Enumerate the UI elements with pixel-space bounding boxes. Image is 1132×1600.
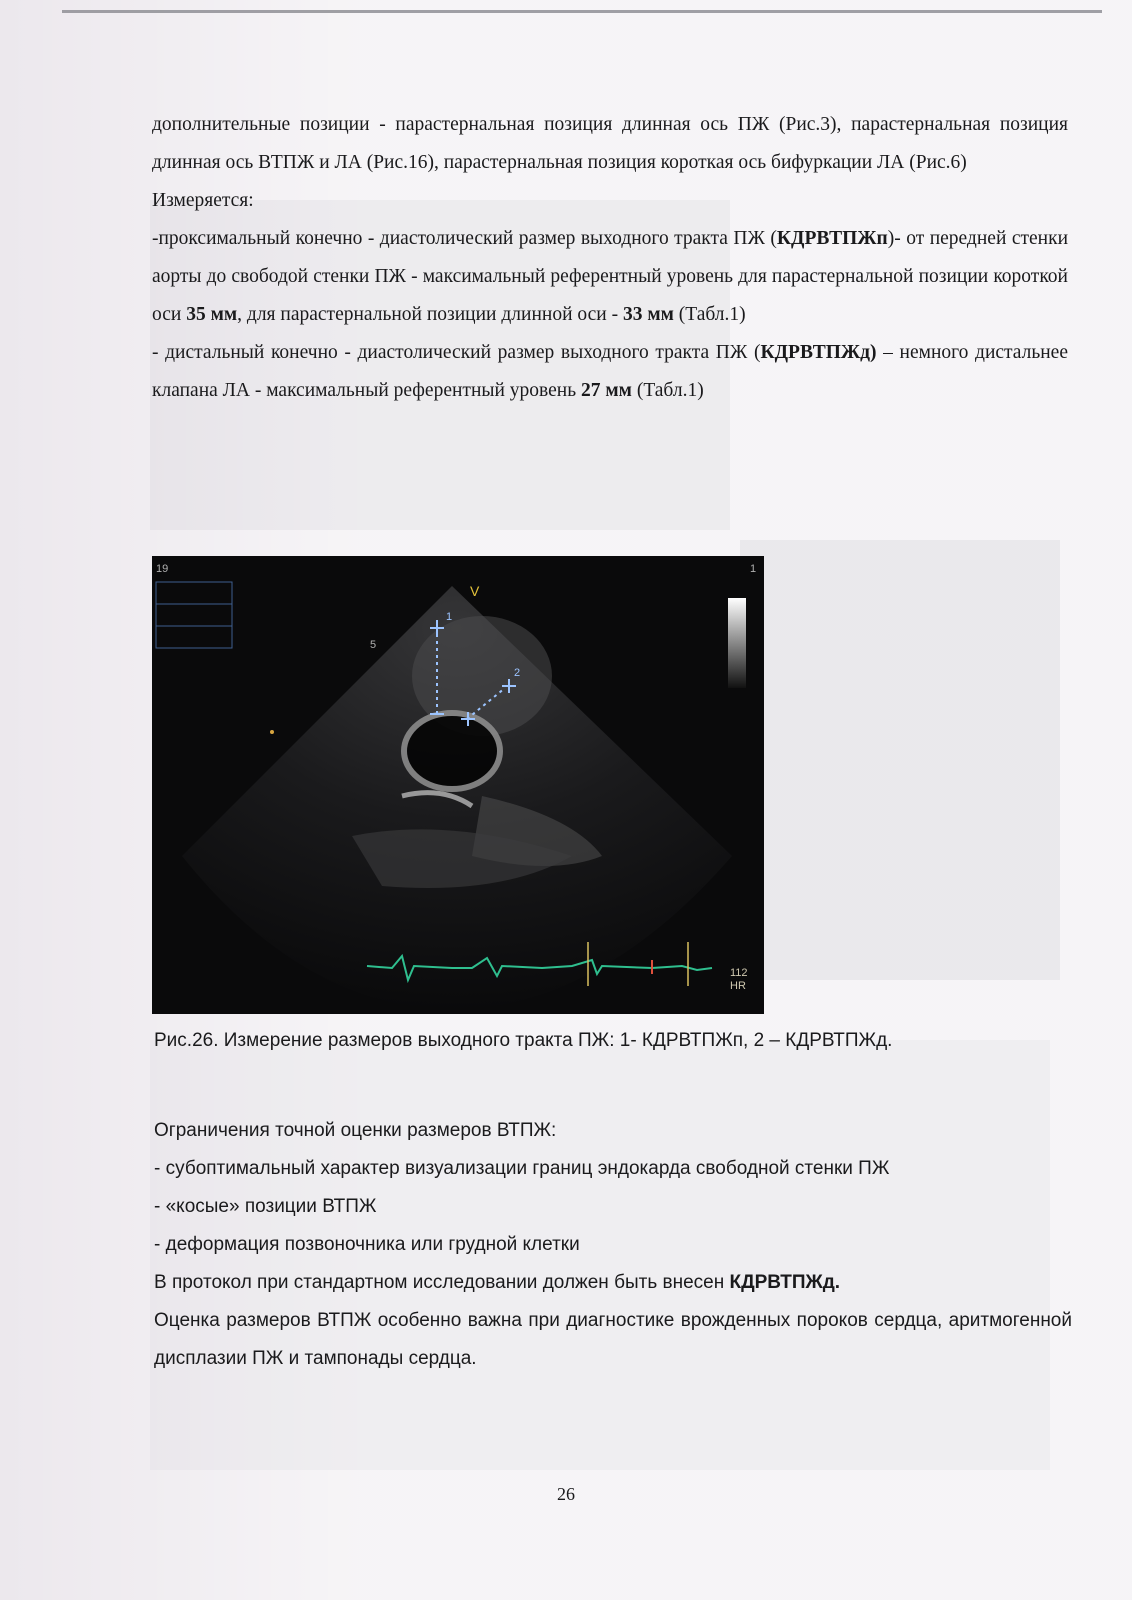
limitation-item: - деформация позвоночника или грудной клетки (154, 1234, 580, 1255)
text-run: (Табл.1) (673, 304, 746, 325)
text-run: -проксимальный конечно - диастолический размер выходного тракта ПЖ ( (152, 228, 777, 249)
heart-rate-label: HR (730, 980, 746, 992)
paragraph-additional-positions: дополнительные позиции - парастернальная позиция длинная ось ПЖ (Рис.3), парастернальная позиция длинная ось ВТПЖ и ЛА (Рис.16), парастернальная позиция короткая ось бифуркации ЛА (Рис.6) (152, 114, 1068, 173)
grayscale-bar (728, 598, 746, 688)
overlay-top-left: 19 (156, 563, 169, 575)
paragraph-proximal (152, 220, 1068, 334)
paragraph-distal (152, 334, 1068, 410)
body-text-top (152, 106, 1068, 410)
value-35mm: 35 мм (186, 304, 238, 325)
value-27mm: 27 мм (581, 380, 632, 401)
bleed-through-shadow (740, 540, 1060, 980)
protocol-note (154, 1264, 1072, 1302)
paragraph-measured-heading: Измеряется: (152, 190, 254, 211)
text-run: )- от передней стенки аорты до свободой стенки ПЖ - максимальный референтный уровень для парастернальной позиции короткой оси (152, 228, 1069, 325)
limitations-heading: Ограничения точной оценки размеров ВТПЖ: (154, 1120, 557, 1141)
ultrasound-drawing (152, 556, 764, 1014)
text-run: В протокол при стандартном исследовании должен быть внесен (154, 1272, 730, 1293)
text-run: , для парастернальной позиции длинной оси - (237, 304, 623, 325)
value-33mm: 33 мм (622, 304, 674, 325)
closing-paragraph: Оценка размеров ВТПЖ особенно важна при диагностике врожденных пороков сердца, аритмогенной дисплазии ПЖ и тампонады сердца. (154, 1310, 1072, 1369)
echocardiogram-image (152, 556, 764, 1014)
focus-marker (270, 730, 274, 734)
overlay-top-right: 1 (750, 563, 757, 575)
depth-label: 5 (370, 639, 377, 651)
limitation-item: - «косые» позиции ВТПЖ (154, 1196, 377, 1217)
measurement-label-1: 1 (446, 611, 453, 623)
figure-caption: Рис.26. Измерение размеров выходного тракта ПЖ: 1- КДРВТПЖп, 2 – КДРВТПЖд. (154, 1030, 893, 1051)
term-kdrvtpzhd: КДРВТПЖд) (760, 342, 877, 363)
heart-rate-value: 112 (730, 967, 748, 979)
settings-panel (156, 582, 232, 648)
term-kdrvtpzhd: КДРВТПЖд. (729, 1272, 841, 1293)
aortic-root (404, 713, 500, 789)
term-kdrvtpzhp: КДРВТПЖп (776, 228, 888, 249)
limitation-item: - субоптимальный характер визуализации границ эндокарда свободной стенки ПЖ (154, 1158, 890, 1179)
text-run: - дистальный конечно - диастолический размер выходного тракта ПЖ ( (152, 342, 761, 363)
measurement-label-2: 2 (514, 667, 521, 679)
page-number: 26 (557, 1484, 575, 1504)
marker-v: V (470, 583, 480, 599)
limitations-section (154, 1112, 1072, 1378)
text-run: (Табл.1) (631, 380, 704, 401)
top-rule (62, 10, 1102, 13)
text-run: – немного дистальнее клапана ЛА - максимальный референтный уровень (152, 342, 1068, 401)
